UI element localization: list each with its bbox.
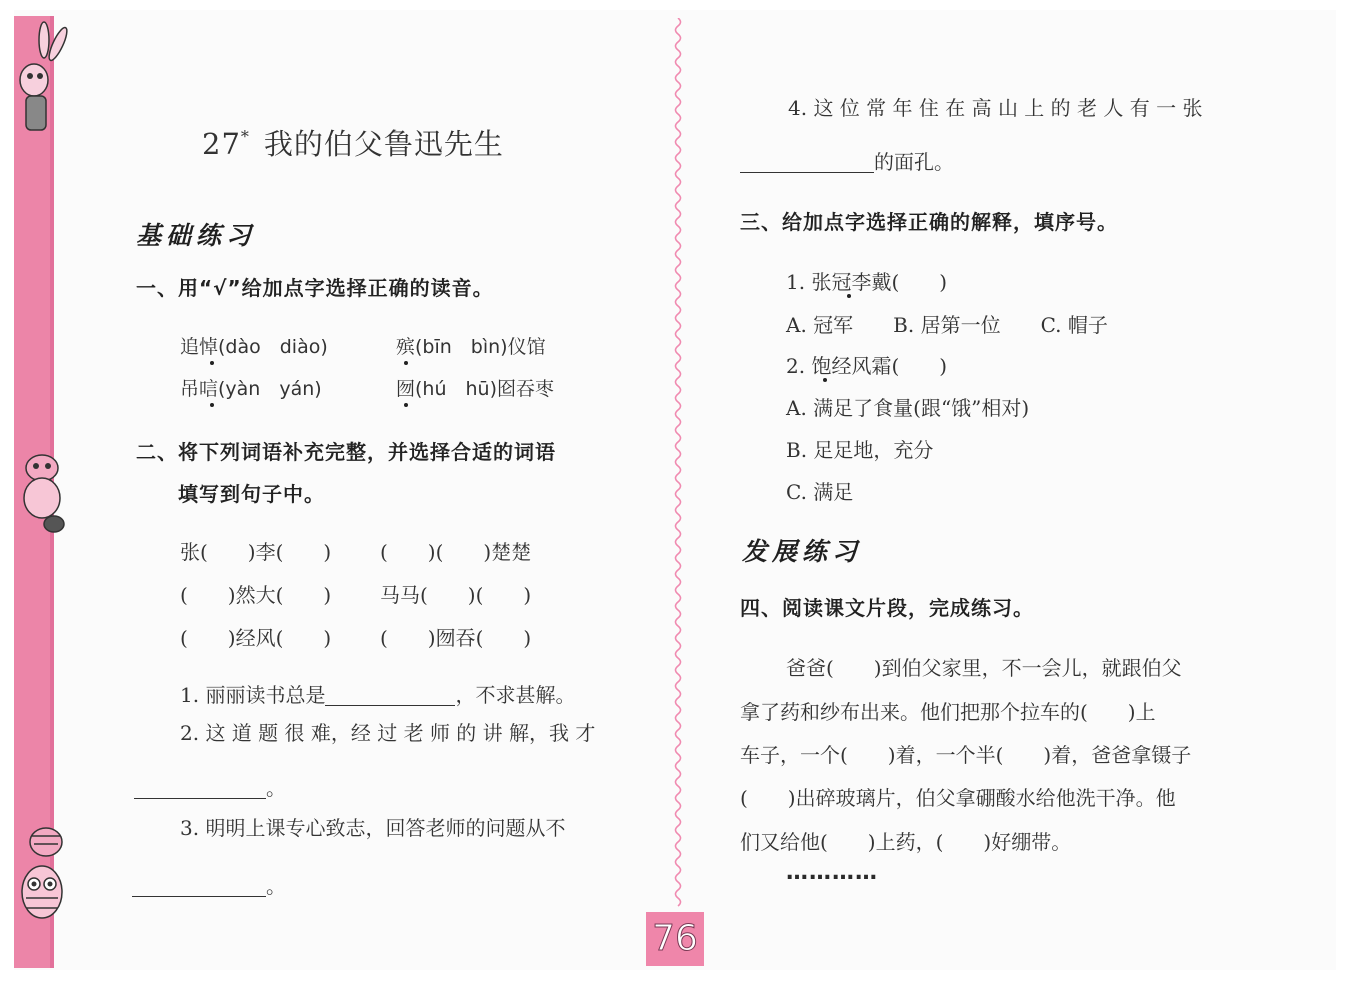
pinyin-item-2: 殡(bīn bìn)仪馆 <box>396 336 546 358</box>
passage-line-1: 爸爸( )到伯父家里，不一会儿，就跟伯父 <box>786 656 1182 680</box>
emphasis-dot <box>210 361 214 365</box>
passage-line-2: 拿了药和纱布出来。他们把那个拉车的( )上 <box>740 700 1156 724</box>
center-wavy-divider <box>671 18 685 908</box>
pinyin-item-4: 囫(hú hū)囵吞枣 <box>396 378 554 400</box>
word-fill-4: 马马( )( ) <box>380 583 532 607</box>
sentence-3-end: 。 <box>266 874 286 898</box>
section-basic-practice: 基础练习 <box>136 221 257 250</box>
lesson-title-text: 我的伯父鲁迅先生 <box>263 127 504 161</box>
sentence-4: 4. 这 位 常 年 住 在 高 山 上 的 老 人 有 一 张 <box>788 96 1203 120</box>
emphasis-dot <box>404 361 408 365</box>
page-number: 76 <box>652 918 698 959</box>
passage-line-5: 们又给他( )上药，( )好绷带。 <box>740 830 1072 854</box>
lesson-star: * <box>240 127 250 146</box>
passage-ellipsis: ………… <box>786 860 878 885</box>
word-fill-2: ( )( )楚楚 <box>380 540 532 564</box>
sentence-1-start: 1. 丽丽读书总是 <box>180 683 326 707</box>
question-2-heading-line2: 填写到句子中。 <box>178 482 325 506</box>
answer-blank[interactable] <box>325 686 455 706</box>
lesson-number: 27 <box>202 127 241 161</box>
lesson-title <box>202 122 504 163</box>
sentence-1-end: ，不求甚解。 <box>455 683 576 707</box>
tiger-cartoon-icon <box>14 818 76 938</box>
answer-blank[interactable] <box>134 779 266 799</box>
sentence-2-end: 。 <box>266 776 286 800</box>
question-4-heading: 四、阅读课文片段，完成练习。 <box>740 596 1034 620</box>
item-2: 2. 饱经风霜( ) <box>786 354 948 378</box>
passage-line-3: 车子，一个( )着，一个半( )着，爸爸拿镊子 <box>740 743 1192 767</box>
sentence-4-answer <box>740 146 954 175</box>
sentence-4-end: 的面孔。 <box>874 150 954 174</box>
question-3-heading: 三、给加点字选择正确的解释，填序号。 <box>740 210 1118 234</box>
section-development-practice: 发展练习 <box>742 537 863 566</box>
passage-line-4: ( )出碎玻璃片，伯父拿硼酸水给他洗干净。他 <box>740 786 1176 810</box>
item-2-option-a: A. 满足了食量(跟“饿”相对) <box>786 396 1030 420</box>
answer-blank[interactable] <box>132 877 266 897</box>
emphasis-dot <box>404 403 408 407</box>
question-2-heading-line1: 二、将下列词语补充完整，并选择合适的词语 <box>136 440 556 464</box>
answer-blank[interactable] <box>740 153 874 173</box>
pinyin-item-1: 追悼(dào diào) <box>180 336 328 358</box>
rabbit-cartoon-icon <box>14 20 74 140</box>
item-2-option-c: C. 满足 <box>786 480 854 504</box>
item-1: 1. 张冠李戴( ) <box>786 270 948 294</box>
sentence-3-answer <box>132 870 286 899</box>
raccoon-cartoon-icon <box>14 448 76 538</box>
sentence-2: 2. 这 道 题 很 难，经 过 老 师 的 讲 解，我 才 <box>180 721 596 745</box>
sentence-2-answer <box>134 772 286 801</box>
item-1-options: A. 冠军 B. 居第一位 C. 帽子 <box>786 313 1108 337</box>
item-2-option-b: B. 足足地，充分 <box>786 438 934 462</box>
word-fill-5: ( )经风( ) <box>180 626 332 650</box>
emphasis-dot <box>210 403 214 407</box>
emphasis-dot <box>847 294 851 298</box>
question-1-heading: 一、用“√”给加点字选择正确的读音。 <box>136 276 494 300</box>
word-fill-6: ( )囫吞( ) <box>380 626 532 650</box>
word-fill-3: ( )然大( ) <box>180 583 332 607</box>
sentence-1 <box>180 679 575 708</box>
pinyin-item-3: 吊唁(yàn yán) <box>180 378 322 400</box>
word-fill-1: 张( )李( ) <box>180 540 332 564</box>
sentence-3: 3. 明明上课专心致志，回答老师的问题从不 <box>180 816 566 840</box>
emphasis-dot <box>823 378 827 382</box>
